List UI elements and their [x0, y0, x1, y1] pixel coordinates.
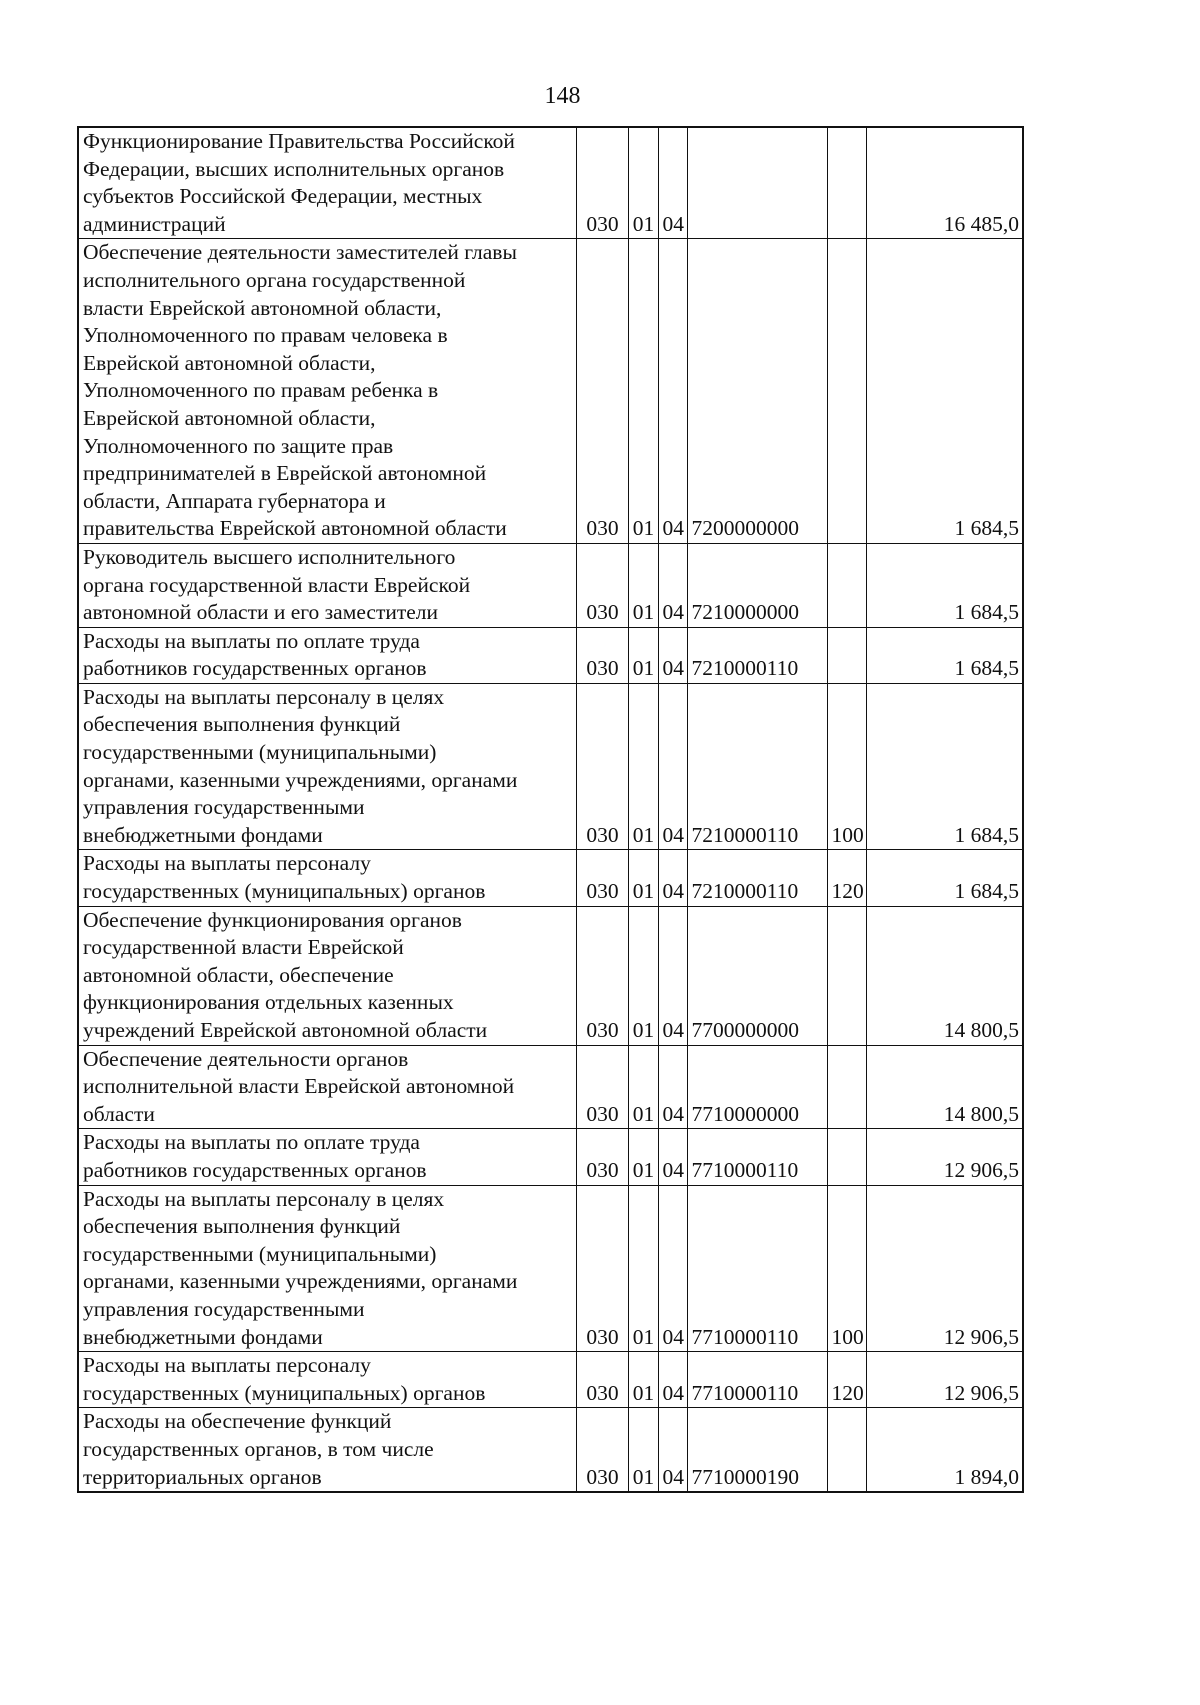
subsection-code: 04	[658, 127, 687, 239]
target-article-code: 7710000190	[687, 1408, 827, 1492]
section-code: 01	[628, 683, 658, 850]
subsection-code: 04	[658, 906, 687, 1045]
table-row	[78, 127, 1023, 239]
department-code: 030	[576, 127, 628, 239]
section-code: 01	[628, 239, 658, 544]
row-name: Функционирование Правительства Российской Федерации, высших исполнительных органов субъектов Российской Федерации, местных администраций	[78, 127, 576, 239]
target-article-code: 7210000000	[687, 543, 827, 627]
expense-type-code	[827, 627, 866, 683]
table-row	[78, 543, 1023, 627]
row-name: Расходы на выплаты персоналу государственных (муниципальных) органов	[78, 850, 576, 906]
target-article-code: 7710000110	[687, 1129, 827, 1185]
subsection-code: 04	[658, 683, 687, 850]
department-code: 030	[576, 1045, 628, 1129]
row-name: Обеспечение деятельности органов исполнительной власти Еврейской автономной области	[78, 1045, 576, 1129]
amount: 16 485,0	[866, 127, 1023, 239]
expense-type-code: 120	[827, 850, 866, 906]
row-name: Расходы на обеспечение функций государственных органов, в том числе территориальных органов	[78, 1408, 576, 1492]
expense-type-code	[827, 543, 866, 627]
row-name: Расходы на выплаты персоналу государственных (муниципальных) органов	[78, 1352, 576, 1408]
table-row	[78, 683, 1023, 850]
expense-type-code	[827, 127, 866, 239]
department-code: 030	[576, 906, 628, 1045]
expense-type-code	[827, 906, 866, 1045]
amount: 1 684,5	[866, 683, 1023, 850]
target-article-code: 7700000000	[687, 906, 827, 1045]
target-article-code: 7210000110	[687, 627, 827, 683]
amount: 12 906,5	[866, 1129, 1023, 1185]
target-article-code: 7710000110	[687, 1185, 827, 1352]
department-code: 030	[576, 1185, 628, 1352]
row-name: Обеспечение деятельности заместителей главы исполнительного органа государственной власти Еврейской автономной области, Уполномоченного по правам человека в Еврейской автономной области, Уполномоченного по правам ребенка в Еврейской автономной области, Уполномоченного по защите прав предпринимателей в Еврейской автономной области, Аппарата губернатора и правительства Еврейской автономной области	[78, 239, 576, 544]
subsection-code: 04	[658, 1129, 687, 1185]
subsection-code: 04	[658, 1045, 687, 1129]
section-code: 01	[628, 1408, 658, 1492]
amount: 12 906,5	[866, 1352, 1023, 1408]
expense-type-code: 120	[827, 1352, 866, 1408]
department-code: 030	[576, 239, 628, 544]
subsection-code: 04	[658, 850, 687, 906]
row-name: Руководитель высшего исполнительного органа государственной власти Еврейской автономной области и его заместители	[78, 543, 576, 627]
amount: 12 906,5	[866, 1185, 1023, 1352]
amount: 1 684,5	[866, 543, 1023, 627]
row-name: Расходы на выплаты по оплате труда работников государственных органов	[78, 627, 576, 683]
row-name: Расходы на выплаты по оплате труда работников государственных органов	[78, 1129, 576, 1185]
row-name: Расходы на выплаты персоналу в целях обеспечения выполнения функций государственными (муниципальными) органами, казенными учреждениями, органами управления государственными внебюджетными фондами	[78, 683, 576, 850]
expense-type-code	[827, 1045, 866, 1129]
amount: 1 894,0	[866, 1408, 1023, 1492]
target-article-code: 7210000110	[687, 850, 827, 906]
amount: 1 684,5	[866, 239, 1023, 544]
table-row	[78, 1185, 1023, 1352]
target-article-code: 7210000110	[687, 683, 827, 850]
expense-type-code	[827, 1408, 866, 1492]
target-article-code: 7710000110	[687, 1352, 827, 1408]
department-code: 030	[576, 1352, 628, 1408]
table-row	[78, 239, 1023, 544]
section-code: 01	[628, 1185, 658, 1352]
amount: 14 800,5	[866, 1045, 1023, 1129]
section-code: 01	[628, 127, 658, 239]
budget-table	[77, 126, 1024, 1493]
section-code: 01	[628, 543, 658, 627]
subsection-code: 04	[658, 543, 687, 627]
table-row	[78, 1045, 1023, 1129]
amount: 14 800,5	[866, 906, 1023, 1045]
department-code: 030	[576, 543, 628, 627]
budget-table-body	[78, 127, 1023, 1492]
section-code: 01	[628, 1129, 658, 1185]
table-row	[78, 1408, 1023, 1492]
target-article-code	[687, 127, 827, 239]
section-code: 01	[628, 850, 658, 906]
subsection-code: 04	[658, 627, 687, 683]
department-code: 030	[576, 1408, 628, 1492]
page-number: 148	[544, 83, 581, 109]
section-code: 01	[628, 1045, 658, 1129]
table-row	[78, 1129, 1023, 1185]
expense-type-code	[827, 239, 866, 544]
target-article-code: 7200000000	[687, 239, 827, 544]
section-code: 01	[628, 1352, 658, 1408]
section-code: 01	[628, 627, 658, 683]
subsection-code: 04	[658, 1408, 687, 1492]
table-row	[78, 906, 1023, 1045]
expense-type-code: 100	[827, 683, 866, 850]
target-article-code: 7710000000	[687, 1045, 827, 1129]
table-row	[78, 627, 1023, 683]
department-code: 030	[576, 627, 628, 683]
table-row	[78, 1352, 1023, 1408]
subsection-code: 04	[658, 239, 687, 544]
subsection-code: 04	[658, 1352, 687, 1408]
expense-type-code	[827, 1129, 866, 1185]
amount: 1 684,5	[866, 627, 1023, 683]
section-code: 01	[628, 906, 658, 1045]
amount: 1 684,5	[866, 850, 1023, 906]
subsection-code: 04	[658, 1185, 687, 1352]
table-row	[78, 850, 1023, 906]
department-code: 030	[576, 1129, 628, 1185]
expense-type-code: 100	[827, 1185, 866, 1352]
row-name: Обеспечение функционирования органов государственной власти Еврейской автономной области, обеспечение функционирования отдельных казенных учреждений Еврейской автономной области	[78, 906, 576, 1045]
row-name: Расходы на выплаты персоналу в целях обеспечения выполнения функций государственными (муниципальными) органами, казенными учреждениями, органами управления государственными внебюджетными фондами	[78, 1185, 576, 1352]
department-code: 030	[576, 850, 628, 906]
department-code: 030	[576, 683, 628, 850]
